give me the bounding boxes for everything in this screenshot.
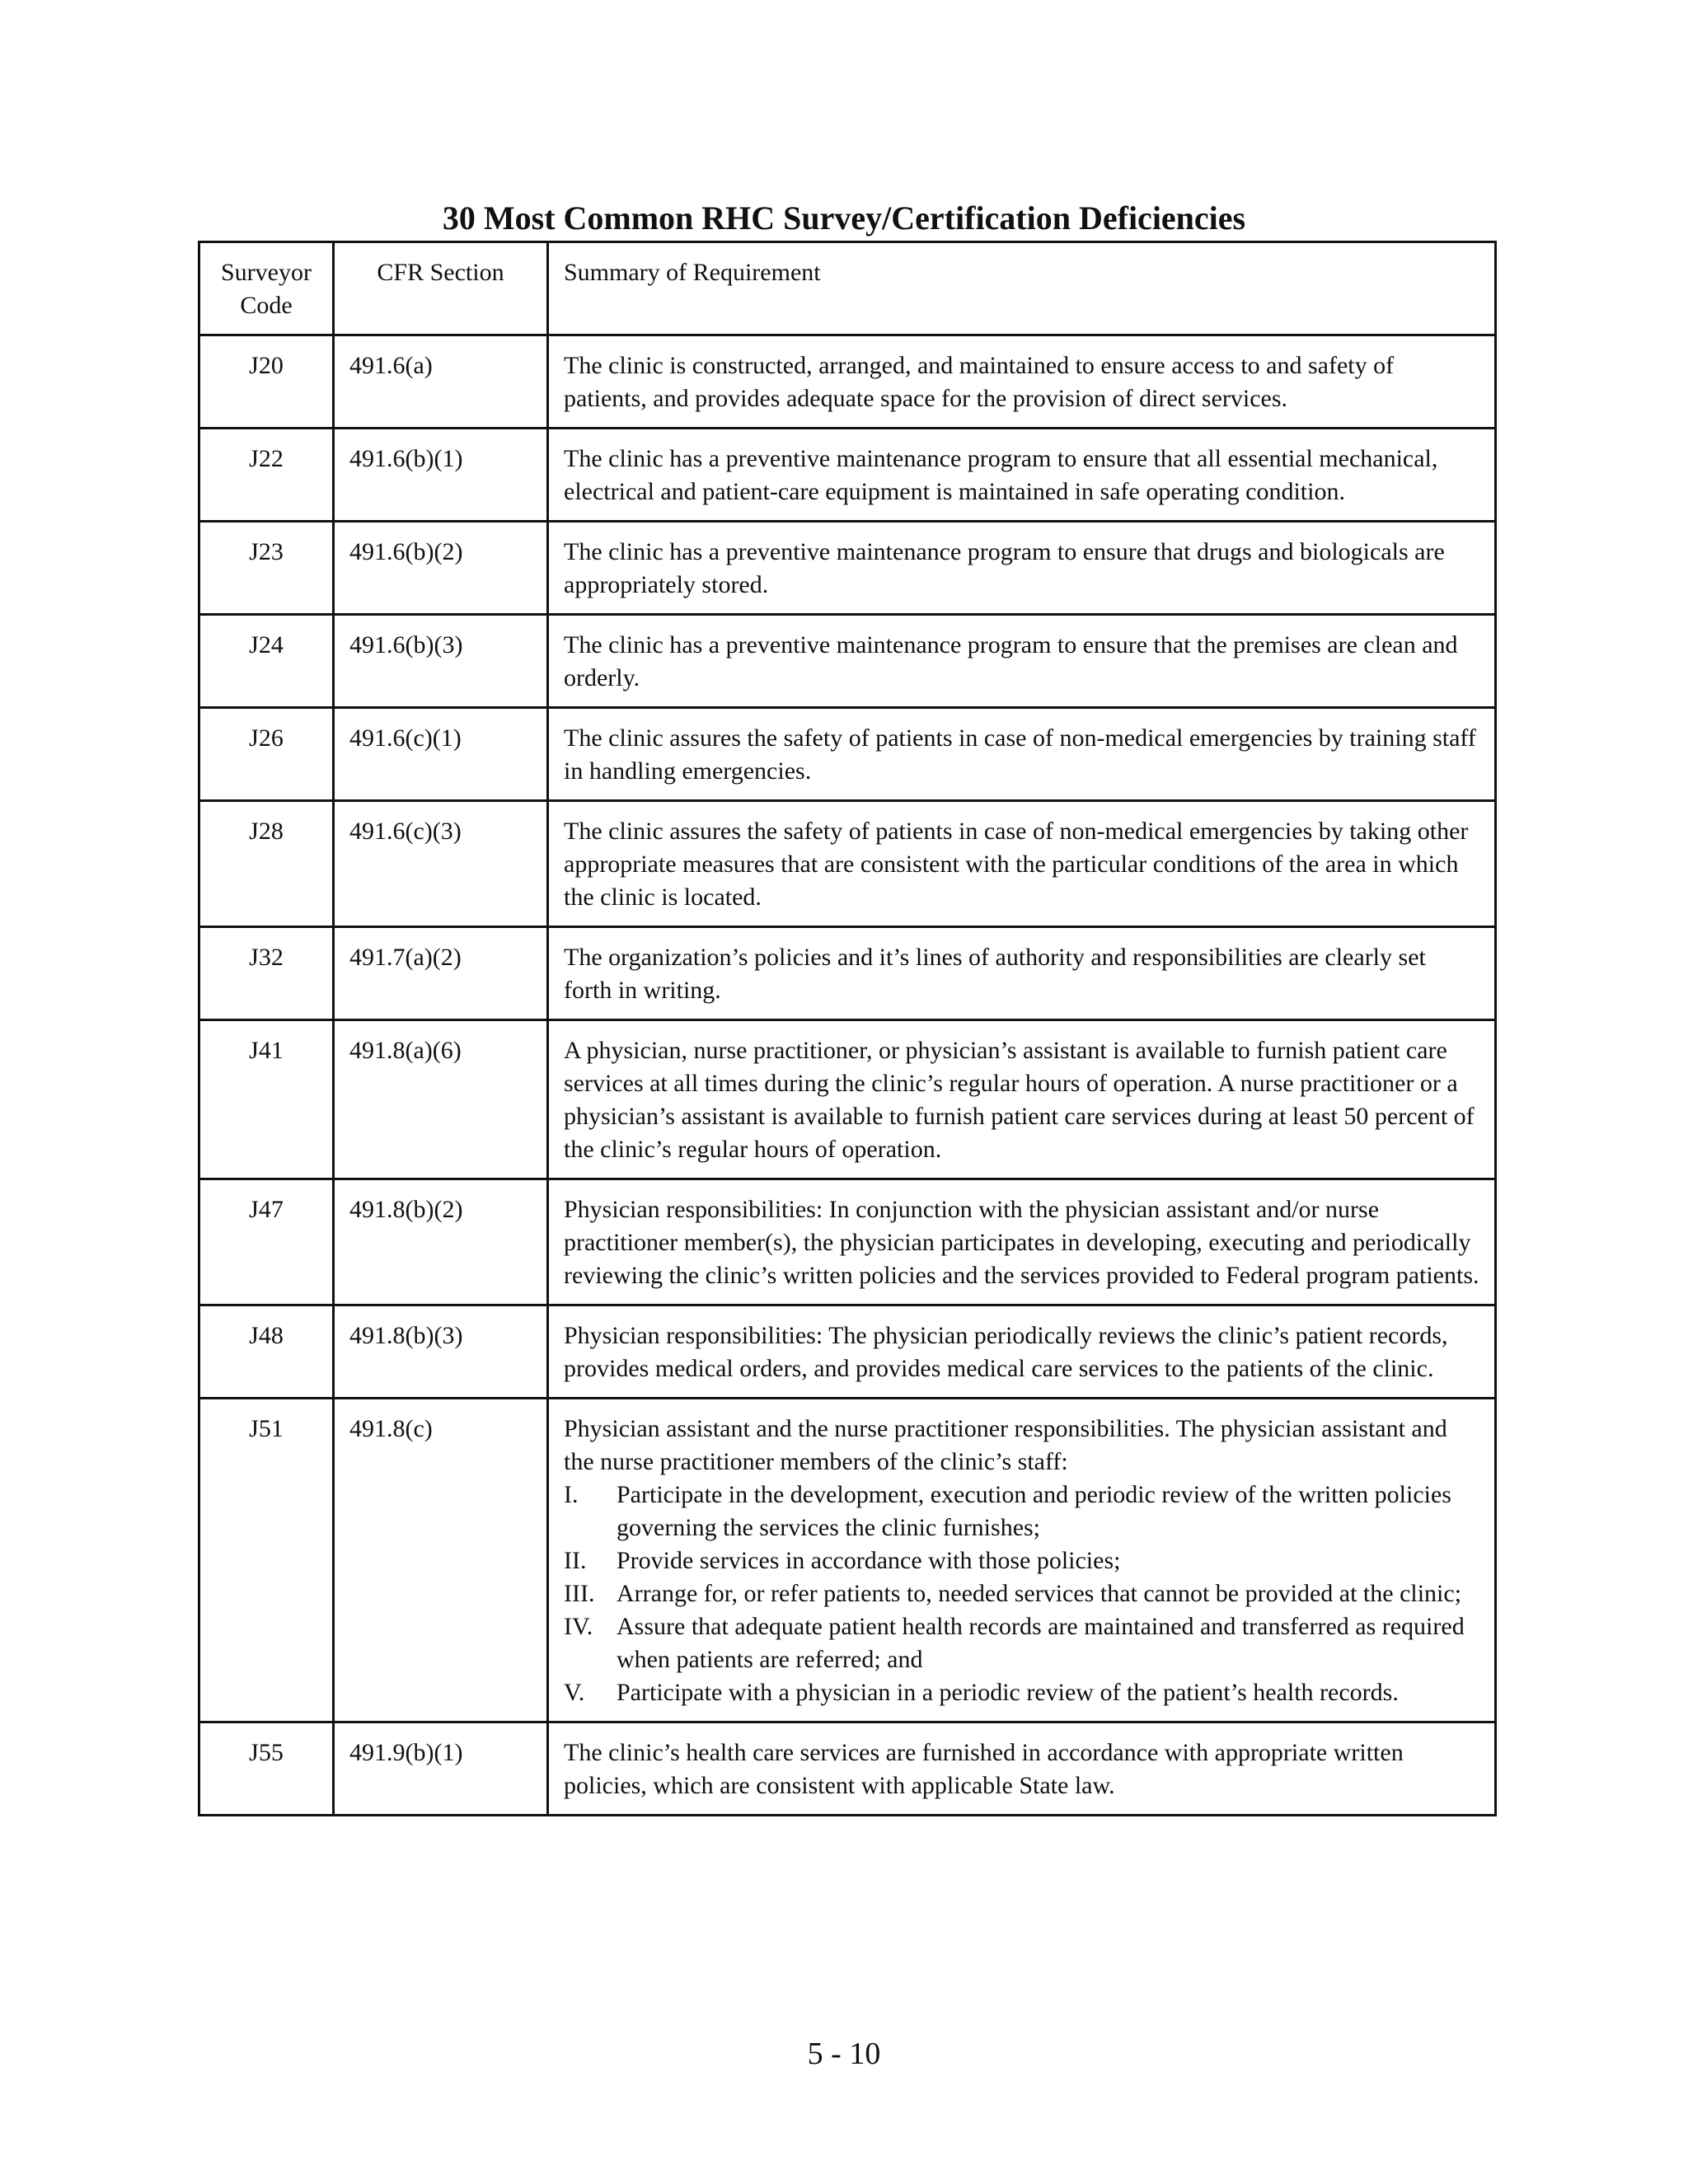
summary-cell: Physician responsibilities: The physician periodically reviews the clinic’s patient records, provides medical orders, and provides medical care services to the patients of the clinic. [548,1305,1496,1399]
list-item [564,1676,1479,1709]
surveyor-code-cell: J55 [199,1722,334,1816]
cfr-section-cell: 491.6(c)(3) [334,801,548,927]
responsibility-list [564,1479,1479,1709]
surveyor-code-cell: J51 [199,1399,334,1722]
cfr-section-cell: 491.6(b)(3) [334,615,548,708]
summary-cell: A physician, nurse practitioner, or physician’s assistant is available to furnish patient care services at all times during the clinic’s regular hours of operation. A nurse practitioner or a physician’s assistant is available to furnish patient care services during at least 50 percent of the clinic’s regular hours of operation. [548,1020,1496,1179]
cfr-section-cell: 491.8(b)(3) [334,1305,548,1399]
surveyor-code-cell: J32 [199,927,334,1020]
page-title: 30 Most Common RHC Survey/Certification Deficiencies [442,199,1246,237]
list-item-numeral: II. [564,1547,587,1574]
list-item-numeral: V. [564,1679,585,1706]
table-row [199,801,1496,927]
cfr-section-cell: 491.6(b)(1) [334,429,548,522]
cfr-section-cell: 491.6(a) [334,335,548,429]
summary-cell [548,1399,1496,1722]
summary-cell: The organization’s policies and it’s lines of authority and responsibilities are clearly set forth in writing. [548,927,1496,1020]
cfr-section-cell: 491.7(a)(2) [334,927,548,1020]
page-number: 5 - 10 [807,2036,881,2071]
surveyor-code-cell: J48 [199,1305,334,1399]
list-item-text: Assure that adequate patient health records are maintained and transferred as required when patients are referred; and [617,1613,1465,1673]
table-row [199,1722,1496,1816]
list-item [564,1577,1479,1610]
surveyor-code-cell: J22 [199,429,334,522]
table-row [199,1399,1496,1722]
surveyor-code-cell: J26 [199,708,334,801]
cfr-section-cell: 491.6(c)(1) [334,708,548,801]
list-item-text: Participate with a physician in a periodic review of the patient’s health records. [617,1679,1399,1706]
column-header-surveyor-code: Surveyor Code [199,242,334,335]
list-item-text: Arrange for, or refer patients to, needed services that cannot be provided at the clinic; [617,1580,1462,1607]
list-item-text: Participate in the development, execution and periodic review of the written policies governing the services the clinic furnishes; [617,1481,1451,1541]
surveyor-code-cell: J24 [199,615,334,708]
surveyor-code-cell: J47 [199,1179,334,1305]
cfr-section-cell: 491.6(b)(2) [334,522,548,615]
summary-cell: The clinic assures the safety of patients in case of non-medical emergencies by training staff in handling emergencies. [548,708,1496,801]
cfr-section-cell: 491.9(b)(1) [334,1722,548,1816]
summary-cell: The clinic has a preventive maintenance program to ensure that all essential mechanical, electrical and patient-care equipment is maintained in safe operating condition. [548,429,1496,522]
list-item [564,1544,1479,1577]
surveyor-code-cell: J28 [199,801,334,927]
deficiency-table [198,241,1497,1816]
list-item [564,1610,1479,1676]
list-item-text: Provide services in accordance with those policies; [617,1547,1121,1574]
list-item-numeral: III. [564,1580,595,1607]
cfr-section-cell: 491.8(c) [334,1399,548,1722]
cfr-section-cell: 491.8(b)(2) [334,1179,548,1305]
list-item-numeral: IV. [564,1613,593,1640]
table-row [199,927,1496,1020]
surveyor-code-cell: J41 [199,1020,334,1179]
surveyor-code-cell: J20 [199,335,334,429]
table-row [199,429,1496,522]
column-header-cfr-section: CFR Section [334,242,548,335]
summary-cell: The clinic is constructed, arranged, and maintained to ensure access to and safety of patients, and provides adequate space for the provision of direct services. [548,335,1496,429]
table-row [199,1020,1496,1179]
surveyor-code-cell: J23 [199,522,334,615]
table-row [199,335,1496,429]
summary-cell: The clinic has a preventive maintenance program to ensure that drugs and biologicals are appropriately stored. [548,522,1496,615]
table-row [199,708,1496,801]
table-row [199,522,1496,615]
cfr-section-cell: 491.8(a)(6) [334,1020,548,1179]
column-header-summary: Summary of Requirement [548,242,1496,335]
table-row [199,615,1496,708]
summary-cell: The clinic has a preventive maintenance program to ensure that the premises are clean and orderly. [548,615,1496,708]
summary-cell: The clinic’s health care services are furnished in accordance with appropriate written policies, which are consistent with applicable State law. [548,1722,1496,1816]
table-row [199,1305,1496,1399]
summary-intro: Physician assistant and the nurse practitioner responsibilities. The physician assistant and the nurse practitioner members of the clinic’s staff: [564,1415,1447,1475]
summary-cell: The clinic assures the safety of patients in case of non-medical emergencies by taking other appropriate measures that are consistent with the particular conditions of the area in which the clinic is located. [548,801,1496,927]
list-item [564,1479,1479,1544]
list-item-numeral: I. [564,1481,579,1508]
table-row [199,1179,1496,1305]
summary-cell: Physician responsibilities: In conjunction with the physician assistant and/or nurse practitioner member(s), the physician participates in developing, executing and periodically reviewing the clinic’s written policies and the services provided to Federal program patients. [548,1179,1496,1305]
table-header-row [199,242,1496,335]
